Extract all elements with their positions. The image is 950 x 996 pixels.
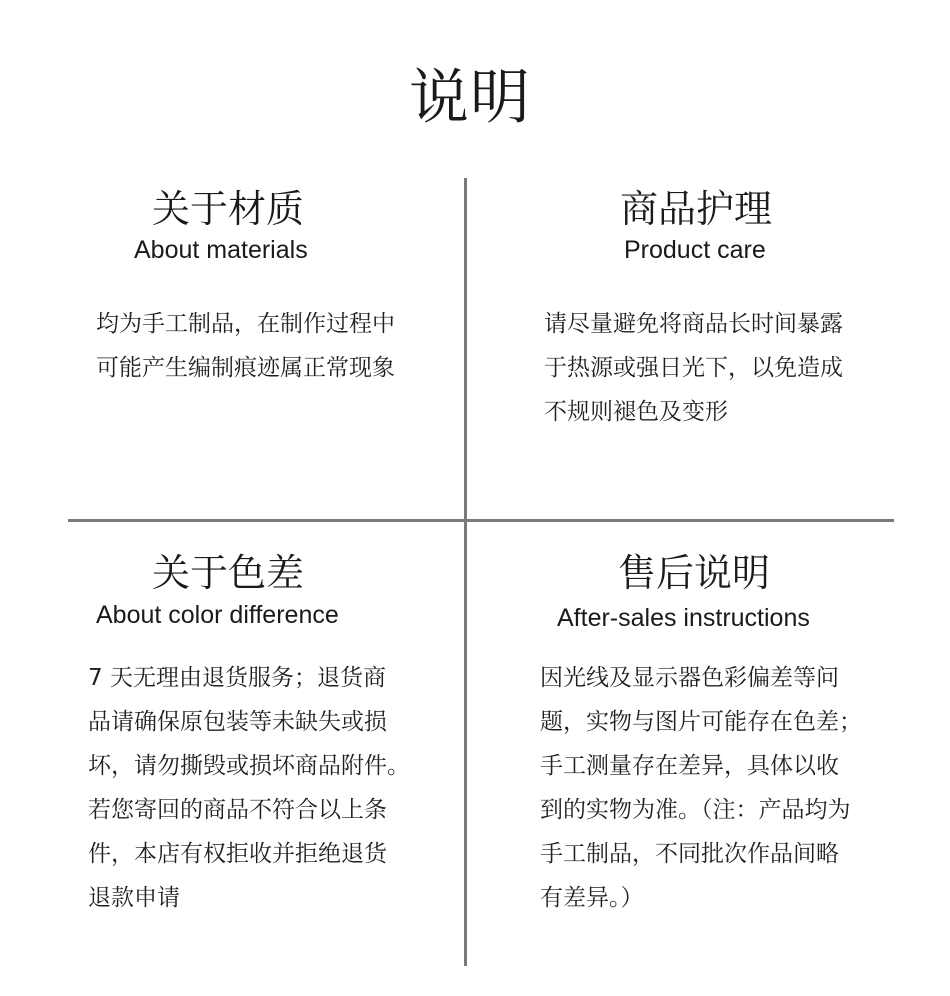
aftersales-line: 手工制品，不同批次作品间略 — [540, 841, 839, 867]
color-line: 坏，请勿撕毁或损坏商品附件。 — [88, 753, 410, 779]
care-body — [544, 302, 843, 434]
materials-title-en: About materials — [134, 236, 308, 264]
materials-title-cn: 关于材质 — [152, 187, 305, 231]
aftersales-title-cn: 售后说明 — [618, 551, 771, 595]
aftersales-line: 题，实物与图片可能存在色差； — [540, 709, 862, 735]
materials-line: 均为手工制品，在制作过程中 — [96, 311, 395, 337]
aftersales-body — [540, 656, 862, 920]
color-line: 退款申请 — [88, 885, 180, 911]
aftersales-line: 到的实物为准。（注：产品均为 — [540, 797, 851, 823]
care-title-en: Product care — [624, 236, 766, 264]
vertical-divider — [464, 178, 467, 966]
color-line: 7 天无理由退货服务；退货商 — [88, 665, 386, 691]
horizontal-divider — [68, 519, 894, 522]
color-title-cn: 关于色差 — [152, 551, 305, 595]
care-line: 不规则褪色及变形 — [544, 399, 728, 425]
color-body — [88, 656, 410, 920]
materials-body — [96, 302, 395, 390]
color-line: 件，本店有权拒收并拒绝退货 — [88, 841, 387, 867]
care-line: 请尽量避免将商品长时间暴露 — [544, 311, 843, 337]
aftersales-line: 手工测量存在差异，具体以收 — [540, 753, 839, 779]
care-line: 于热源或强日光下，以免造成 — [544, 355, 843, 381]
aftersales-line: 有差异。） — [540, 885, 644, 911]
page-title: 说明 — [409, 63, 531, 133]
color-line: 品请确保原包装等未缺失或损 — [88, 709, 387, 735]
materials-line: 可能产生编制痕迹属正常现象 — [96, 355, 395, 381]
aftersales-line: 因光线及显示器色彩偏差等问 — [540, 665, 839, 691]
care-title-cn: 商品护理 — [620, 187, 773, 231]
color-line: 若您寄回的商品不符合以上条 — [88, 797, 387, 823]
color-title-en: About color difference — [96, 601, 339, 629]
aftersales-title-en: After-sales instructions — [557, 604, 810, 632]
